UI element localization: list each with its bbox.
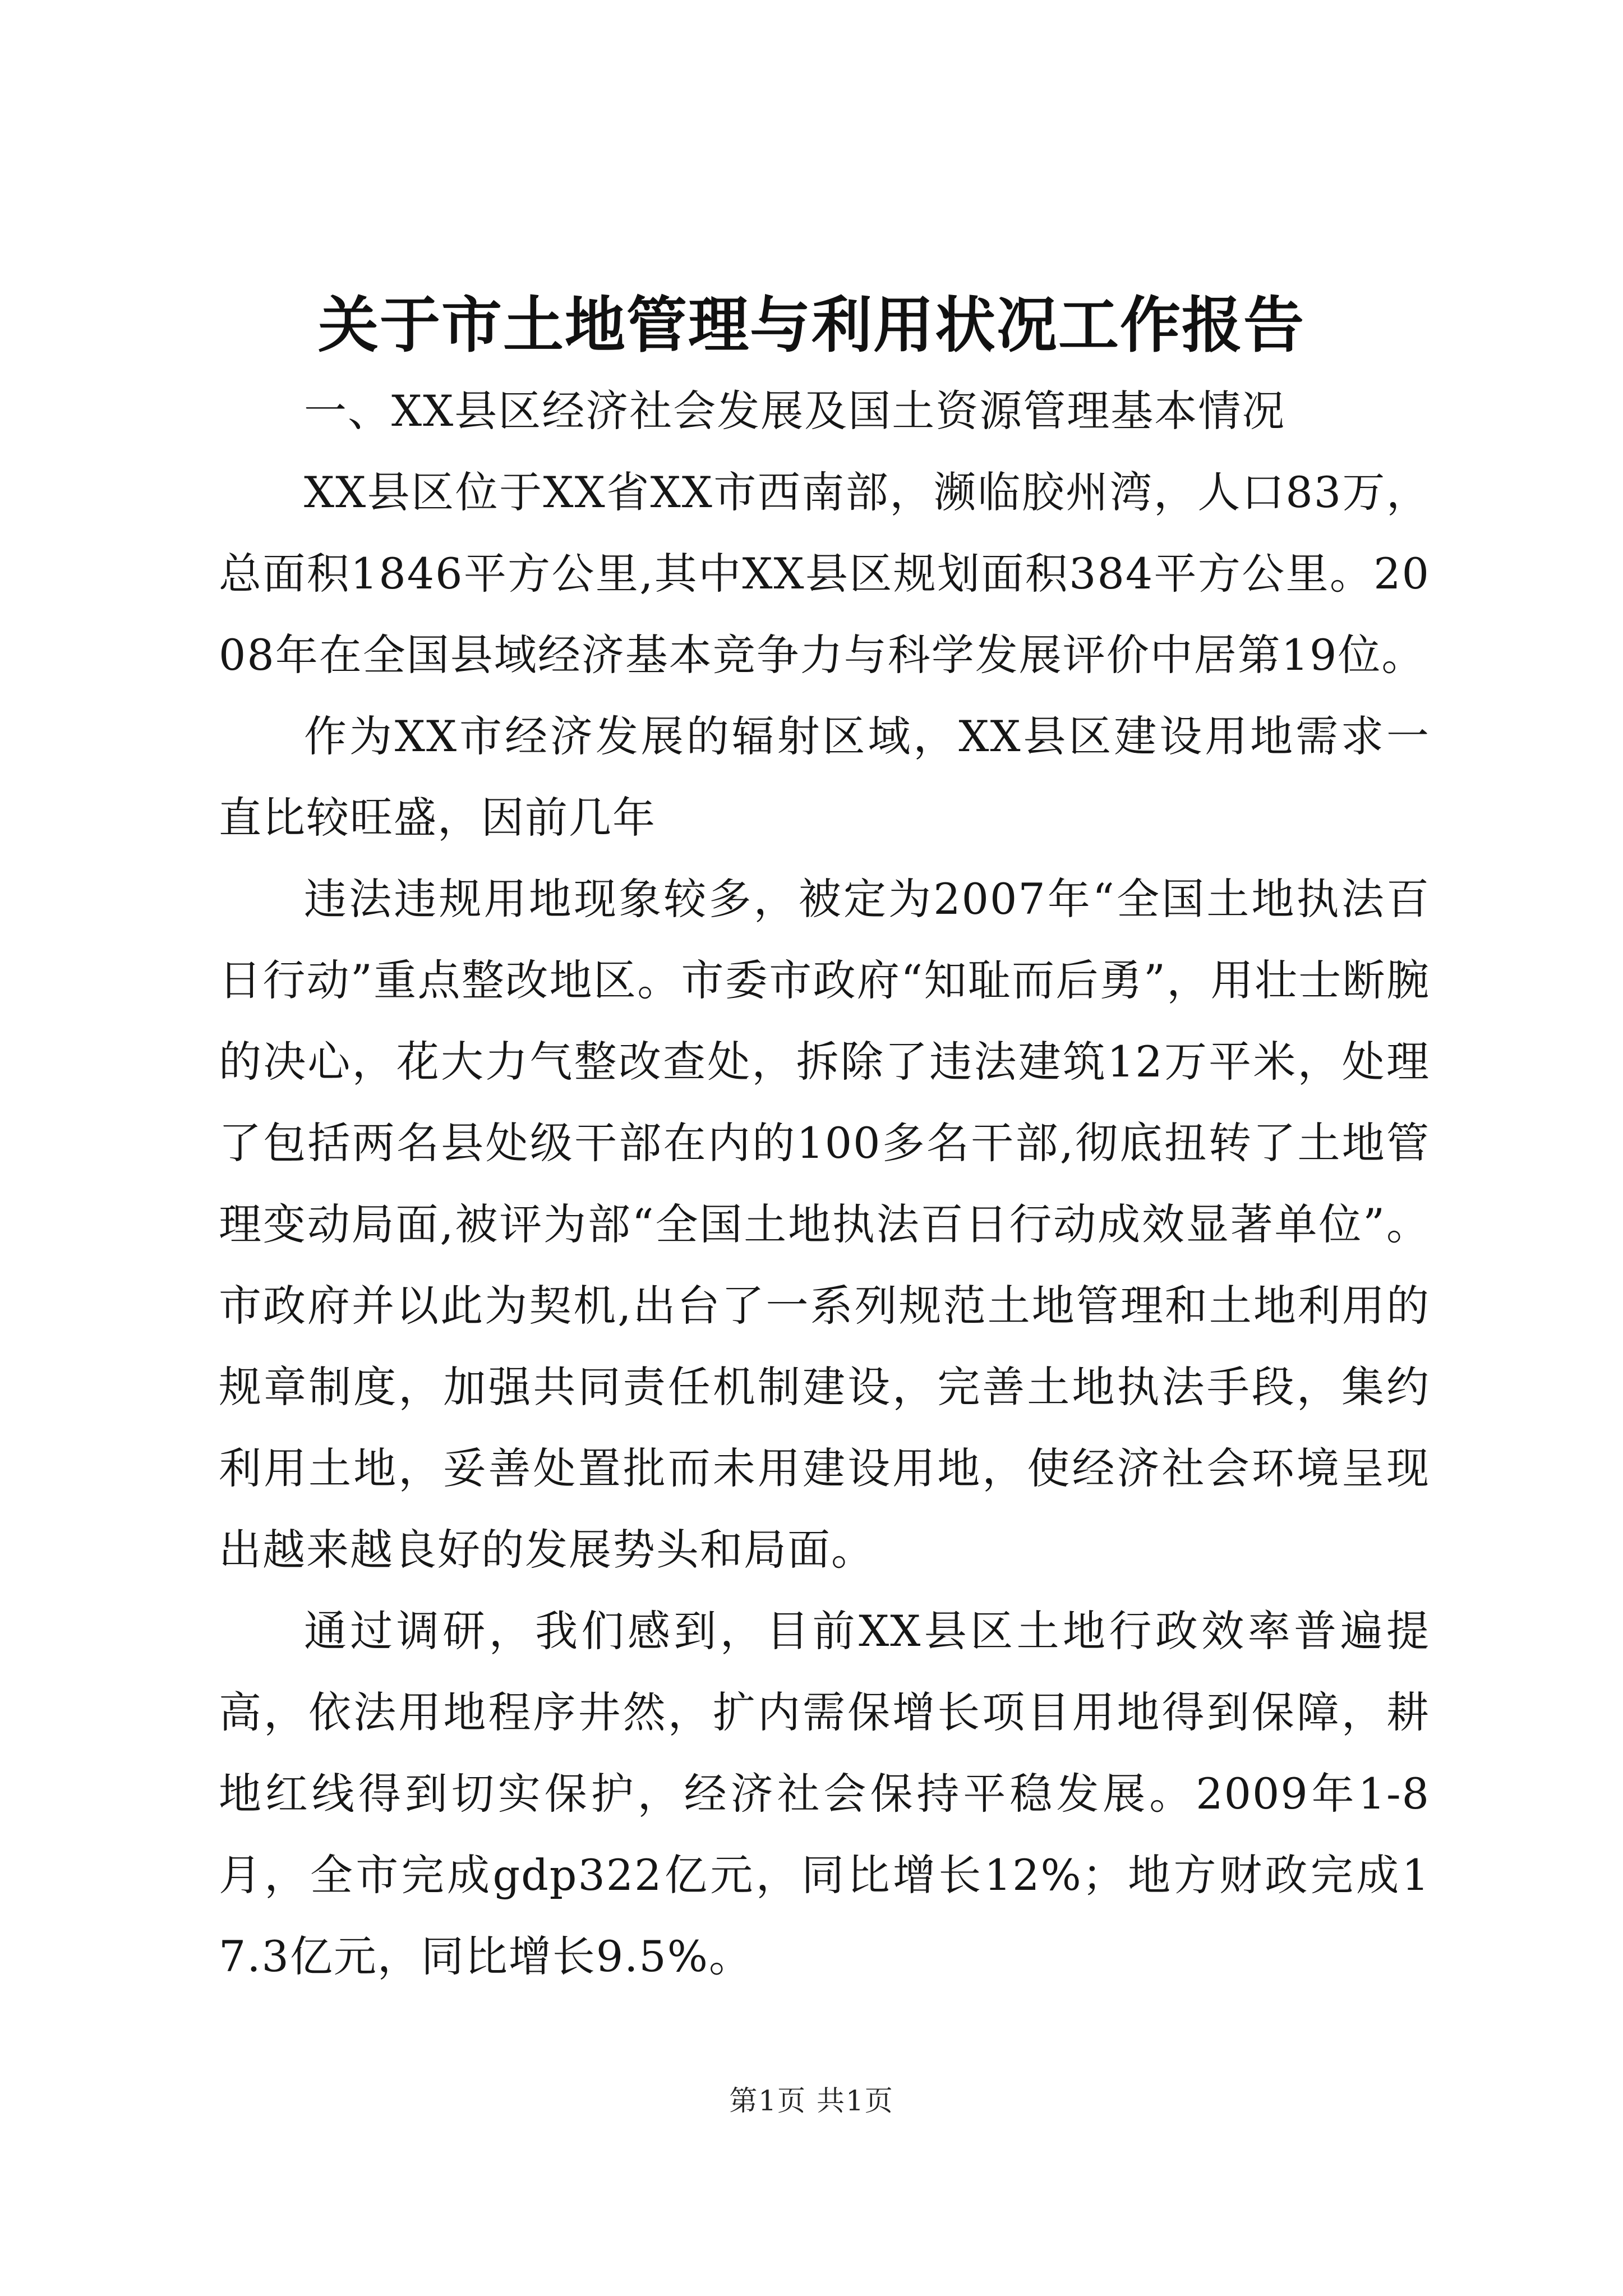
paragraph-survey-results: 通过调研，我们感到，目前XX县区土地行政效率普遍提高，依法用地程序井然，扩内需保增长项目用地得到保障，耕地红线得到切实保护，经济社会保持平稳发展。2009年1-8月，全市完成gdp322亿元，同比增长12%；地方财政完成17.3亿元，同比增长9.5%。 (219, 1606, 1430, 1981)
document-title: 关于市土地管理与利用状况工作报告 (317, 290, 1305, 361)
paragraph-overview: XX县区位于XX省XX市西南部，濒临胶州湾，人口83万，总面积1846平方公里,其中XX县区规划面积384平方公里。2008年在全国县域经济基本竞争力与科学发展评价中居第19位。 (219, 467, 1430, 680)
page-number-footer: 第1页 共1页 (729, 2085, 894, 2117)
section-heading: 一、XX县区经济社会发展及国土资源管理基本情况 (304, 386, 1286, 436)
document-body (219, 370, 1430, 1997)
paragraph-rectification: 违法违规用地现象较多，被定为2007年“全国土地执法百日行动”重点整改地区。市委市政府“知耻而后勇”，用壮士断腕的决心，花大力气整改查处，拆除了违法建筑12万平米，处理了包括两名县处级干部在内的100多名干部,彻底扭转了土地管理变动局面,被评为部“全国土地执法百日行动成效显著单位”。市政府并以此为契机,出台了一系列规范土地管理和土地利用的规章制度，加强共同责任机制建设，完善土地执法手段，集约利用土地，妥善处置批而未用建设用地，使经济社会环境呈现出越来越良好的发展势头和局面。 (219, 874, 1430, 1575)
paragraph-demand: 作为XX市经济发展的辐射区域，XX县区建设用地需求一直比较旺盛，因前几年 (219, 711, 1430, 843)
